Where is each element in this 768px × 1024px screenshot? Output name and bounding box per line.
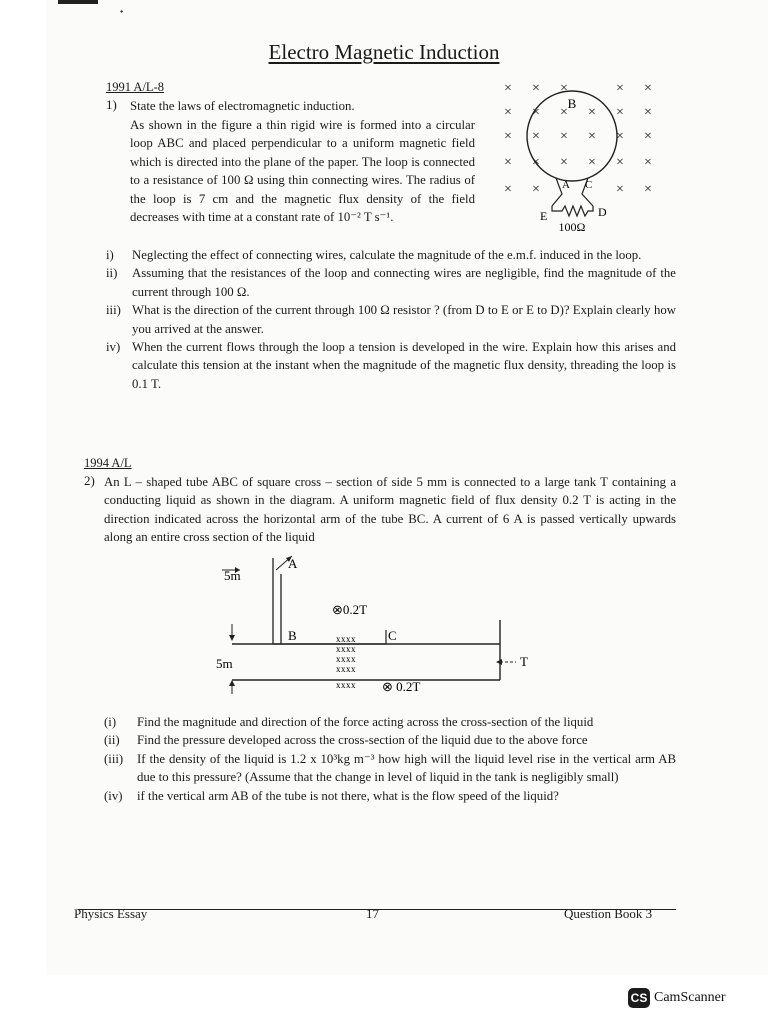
- item-label: i): [106, 248, 114, 262]
- field-cross-icon: ×: [616, 81, 624, 96]
- q1-item: [106, 246, 676, 264]
- field-cross-icon: ×: [560, 105, 568, 120]
- footer-page-number: 17: [366, 906, 379, 921]
- field-cross-icon: ×: [504, 182, 512, 197]
- item-text: When the current flows through the loop a tension is developed in the wire. Explain how this arises and calculate this tension at the instant when the magnitude of the magnetic flux density, threading the loop is 0.1 T.: [132, 340, 676, 391]
- field-row: xxxx: [336, 644, 356, 654]
- scan-speck: ⬩: [120, 6, 124, 16]
- q2-subquestions: [104, 713, 676, 805]
- item-text: Neglecting the effect of connecting wires, calculate the magnitude of the e.m.f. induced in the loop.: [132, 248, 642, 262]
- camscanner-text: CamScanner: [654, 990, 726, 1005]
- q2-reference: 1994 A/L: [84, 456, 132, 470]
- item-text: What is the direction of the current through 100 Ω resistor ? (from D to E or E to D)? Explain clearly how you arrived at the answer.: [132, 303, 676, 336]
- field-cross-icon: ×: [616, 155, 624, 170]
- field-cross-icon: ×: [560, 155, 568, 170]
- label-d: D: [598, 205, 607, 219]
- label-a: A: [562, 179, 570, 191]
- field-row: xxxx: [336, 680, 356, 690]
- camscanner-watermark: [628, 988, 726, 1008]
- q1-loop-figure: [490, 76, 670, 236]
- item-text: Find the magnitude and direction of the force acting across the cross-section of the liquid: [137, 715, 594, 729]
- height-label-top: 5m: [224, 568, 241, 583]
- label-c: C: [388, 628, 397, 643]
- field-row: xxxx: [336, 664, 356, 674]
- field-cross-icon: ×: [504, 105, 512, 120]
- q1-item: [106, 301, 676, 338]
- binder-mark: [58, 0, 98, 4]
- item-label: ii): [106, 266, 118, 281]
- q1-subquestions: [106, 246, 676, 393]
- field-cross-icon: ×: [504, 155, 512, 170]
- item-text: If the density of the liquid is 1.2 x 10³kg m⁻³ how high will the liquid level rise in the vertical arm AB due to this pressure? (Assume that the change in level of liquid in the tank is negligibly small): [137, 751, 676, 785]
- label-e: E: [540, 209, 548, 223]
- q2-item: [104, 787, 676, 805]
- q1-reference: 1991 A/L-8: [106, 80, 164, 94]
- field-row: xxxx: [336, 654, 356, 664]
- field-cross-icon: ×: [644, 182, 652, 197]
- page-title: Electro Magnetic Induction: [268, 40, 500, 64]
- field-cross-icon: ×: [644, 155, 652, 170]
- field-cross-icon: ×: [644, 129, 652, 144]
- field-cross-icon: ×: [504, 81, 512, 96]
- footer-right: Question Book 3: [564, 906, 653, 921]
- label-a: A: [288, 556, 298, 571]
- field-cross-icon: ×: [532, 182, 540, 197]
- field-cross-icon: ×: [560, 129, 568, 144]
- q2-tube-figure: [210, 548, 540, 708]
- footer-left: Physics Essay: [74, 906, 148, 921]
- resistor-symbol: [552, 206, 593, 216]
- item-label: (iii): [104, 751, 124, 766]
- item-label: iv): [106, 340, 121, 355]
- item-label: (ii): [104, 733, 120, 748]
- field-cross-icon: ×: [616, 182, 624, 197]
- q2-item: [104, 713, 676, 731]
- label-b: B: [567, 96, 577, 111]
- q2-item: [104, 750, 676, 787]
- label-c: C: [585, 179, 593, 191]
- q1-stem: State the laws of electromagnetic induction.: [130, 99, 355, 113]
- field-cross-icon: ×: [504, 129, 512, 144]
- q1-number: 1): [106, 97, 117, 112]
- item-text: if the vertical arm AB of the tube is not there, what is the flow speed of the liquid?: [137, 788, 559, 803]
- field-row: xxxx: [336, 634, 356, 644]
- camscanner-logo: CS: [628, 988, 650, 1008]
- item-label: iii): [106, 303, 121, 318]
- field-cross-icon: ×: [644, 81, 652, 96]
- field-label-bottom: ⊗ 0.2T: [382, 679, 421, 694]
- q2-body: An L – shaped tube ABC of square cross – section of side 5 mm is connected to a large tank T containing a conducting liquid as shown in the diagram. A uniform magnetic field of flux density 0.2 T is acting in the direction indicated across the horizontal arm of the tube BC. A current of 6 A is passed vertically upwards along an entire cross section of the liquid: [104, 475, 676, 545]
- item-text: Find the pressure developed across the cross-section of the liquid due to the above force: [137, 733, 588, 748]
- q1-item: [106, 338, 676, 393]
- item-label: (iv): [104, 788, 123, 803]
- field-cross-icon: ×: [616, 105, 624, 120]
- field-cross-icon: ×: [588, 105, 596, 120]
- q1-body: As shown in the figure a thin rigid wire is formed into a circular loop ABC and placed perpendicular to a uniform magnetic field which is directed into the plane of the paper. The loop is connected to a resistance of 100 Ω using thin connecting wires. The radius of the loop is 7 cm and the magnetic flux density of the field decreases with time at a constant rate of 10⁻² T s⁻¹.: [130, 118, 475, 225]
- q2-number: 2): [84, 473, 95, 488]
- field-label-top: ⊗0.2T: [332, 602, 368, 617]
- field-cross-icon: ×: [532, 81, 540, 96]
- height-label-bottom: 5m: [216, 656, 233, 671]
- resistor-label: 100Ω: [558, 220, 586, 234]
- field-cross-icon: ×: [644, 105, 652, 120]
- field-cross-icon: ×: [532, 105, 540, 120]
- field-cross-icon: ×: [616, 129, 624, 144]
- q1-item: [106, 264, 676, 301]
- item-text: Assuming that the resistances of the loop and connecting wires are negligible, find the magnitude of the current through 100 Ω.: [132, 266, 676, 299]
- field-cross-icon: ×: [588, 129, 596, 144]
- field-cross-icon: ×: [588, 155, 596, 170]
- item-label: (i): [104, 715, 117, 729]
- field-cross-icon: ×: [532, 155, 540, 170]
- tank-label: T: [520, 654, 528, 669]
- label-b: B: [288, 628, 297, 643]
- q2-item: [104, 731, 676, 749]
- field-cross-icon: ×: [532, 129, 540, 144]
- footer-rule: [78, 909, 676, 910]
- field-cross-icon: ×: [560, 81, 568, 96]
